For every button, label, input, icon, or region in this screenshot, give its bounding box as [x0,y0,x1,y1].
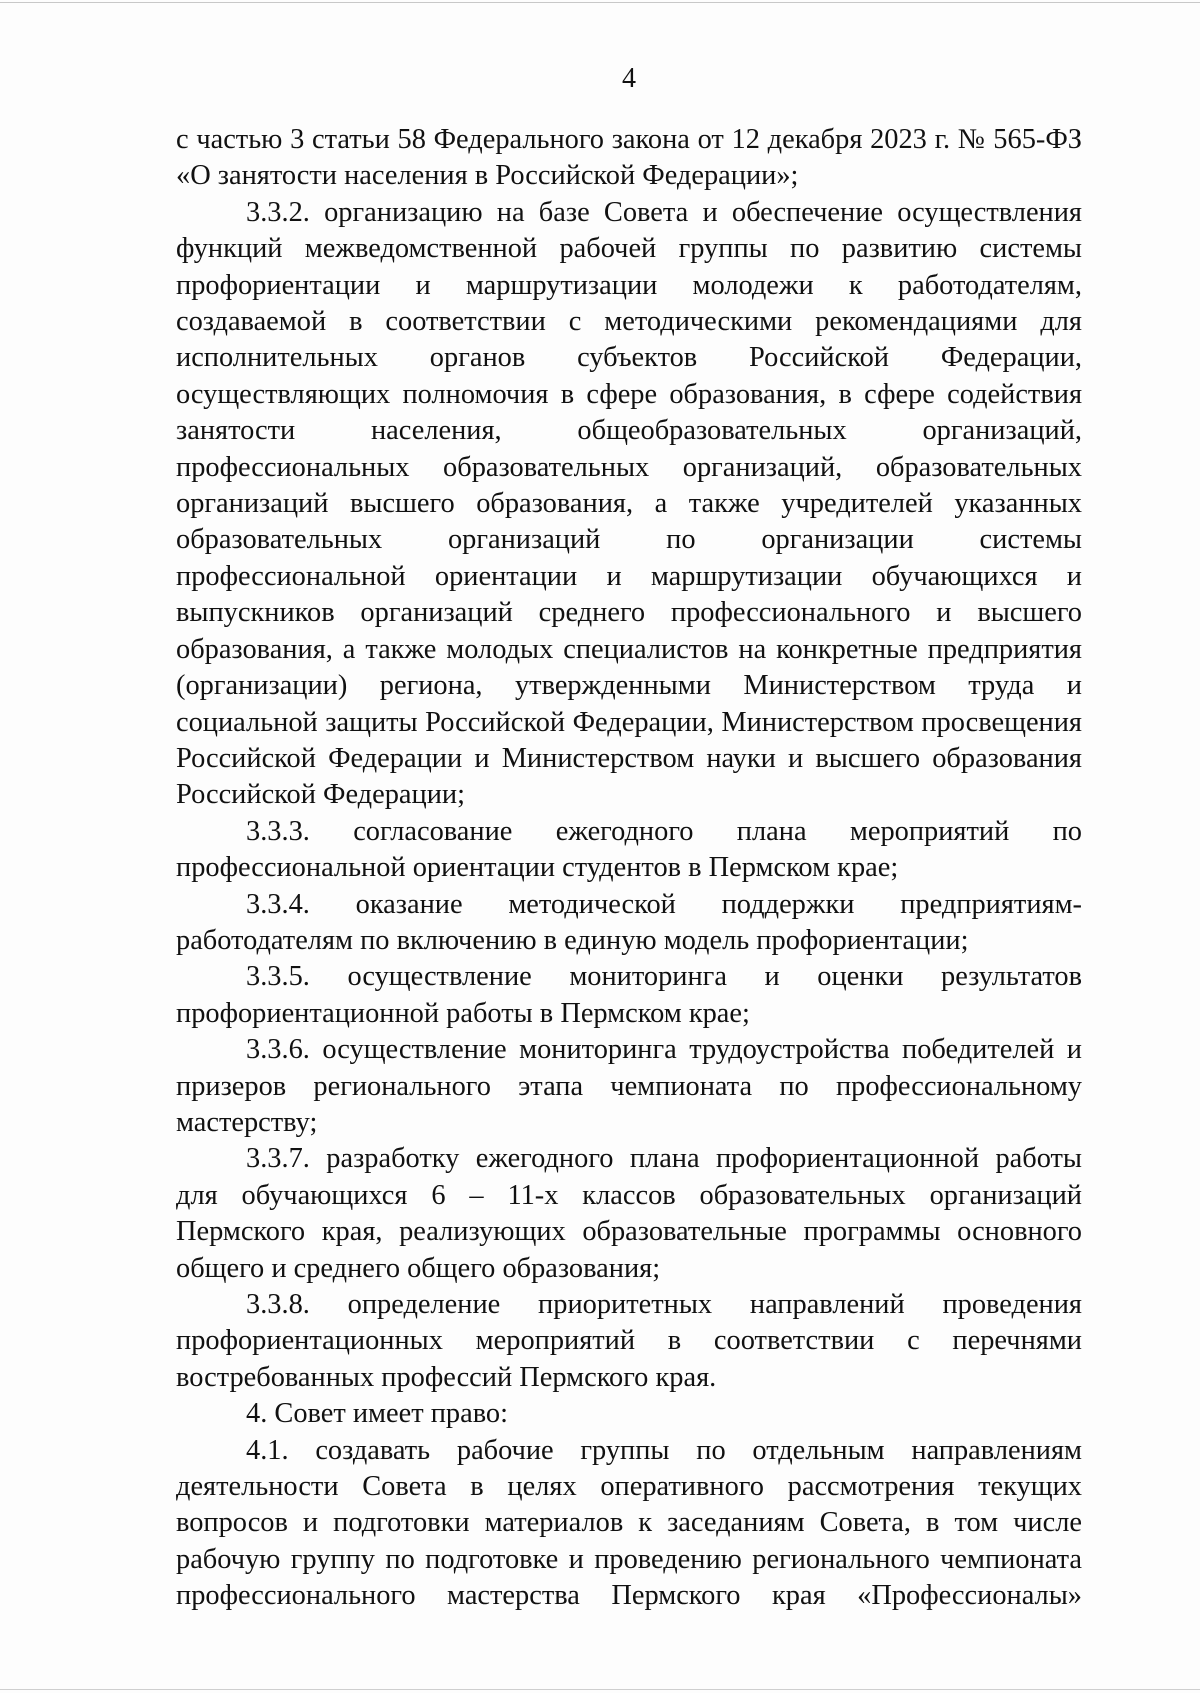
paragraph-3-3-2: 3.3.2. организацию на базе Совета и обеспечение осуществления функций межведомственной рабочей группы по развитию системы профориентации и маршрутизации молодежи к работодателям, создаваемой в соответствии с методическими рекомендациями для исполнительных органов субъектов Российской Федерации, осуществляющих полномочия в сфере образования, в сфере содействия занятости населения, общеобразовательных организаций, профессиональных образовательных организаций, образовательных организаций высшего образования, а также учредителей указанных образовательных организаций по организации системы профессиональной ориентации и маршрутизации обучающихся и выпускников организаций среднего профессионального и высшего образования, а также молодых специалистов на конкретные предприятия (организации) региона, утвержденными Министерством труда и социальной защиты Российской Федерации, Министерством просвещения Российской Федерации и Министерством науки и высшего образования Российской Федерации; [176,196,1082,811]
document-body [176,122,1082,1615]
paragraph-3-3-3: 3.3.3. согласование ежегодного плана мероприятий по профессиональной ориентации студентов в Пермском крае; [176,815,1082,884]
paragraph-3-3-8: 3.3.8. определение приоритетных направлений проведения профориентационных мероприятий в соответствии с перечнями востребованных профессий Пермского края. [176,1289,1082,1393]
paragraph-3-3-5: 3.3.5. осуществление мониторинга и оценки результатов профориентационной работы в Пермском крае; [176,961,1082,1029]
paragraph-3-3-6: 3.3.6. осуществление мониторинга трудоустройства победителей и призеров регионального этапа чемпионата по профессиональному мастерству; [176,1034,1082,1138]
paragraph-continuation: с частью 3 статьи 58 Федерального закона от 12 декабря 2023 г. № 565-ФЗ «О занятости населения в Российской Федерации»; [176,124,1082,192]
paragraph-4: 4. Совет имеет право: [246,1398,509,1430]
scan-edge-top [0,2,1200,3]
page-number: 4 [622,63,636,94]
paragraph-3-3-7: 3.3.7. разработку ежегодного плана профориентационной работы для обучающихся 6 – 11-х классов образовательных организаций Пермского края, реализующих образовательные программы основного общего и среднего общего образования; [176,1143,1082,1284]
paragraph-3-3-4: 3.3.4. оказание методической поддержки предприятиям-работодателям по включению в единую модель профориентации; [176,888,1082,956]
paragraph-4-1: 4.1. создавать рабочие группы по отдельным направлениям деятельности Совета в целях оперативного рассмотрения текущих вопросов и подготовки материалов к заседаниям Совета, в том числе рабочую группу по подготовке и проведению регионального чемпионата профессионального мастерства Пермского края «Профессионалы» [176,1434,1082,1612]
scan-edge-bottom [0,1689,1200,1690]
